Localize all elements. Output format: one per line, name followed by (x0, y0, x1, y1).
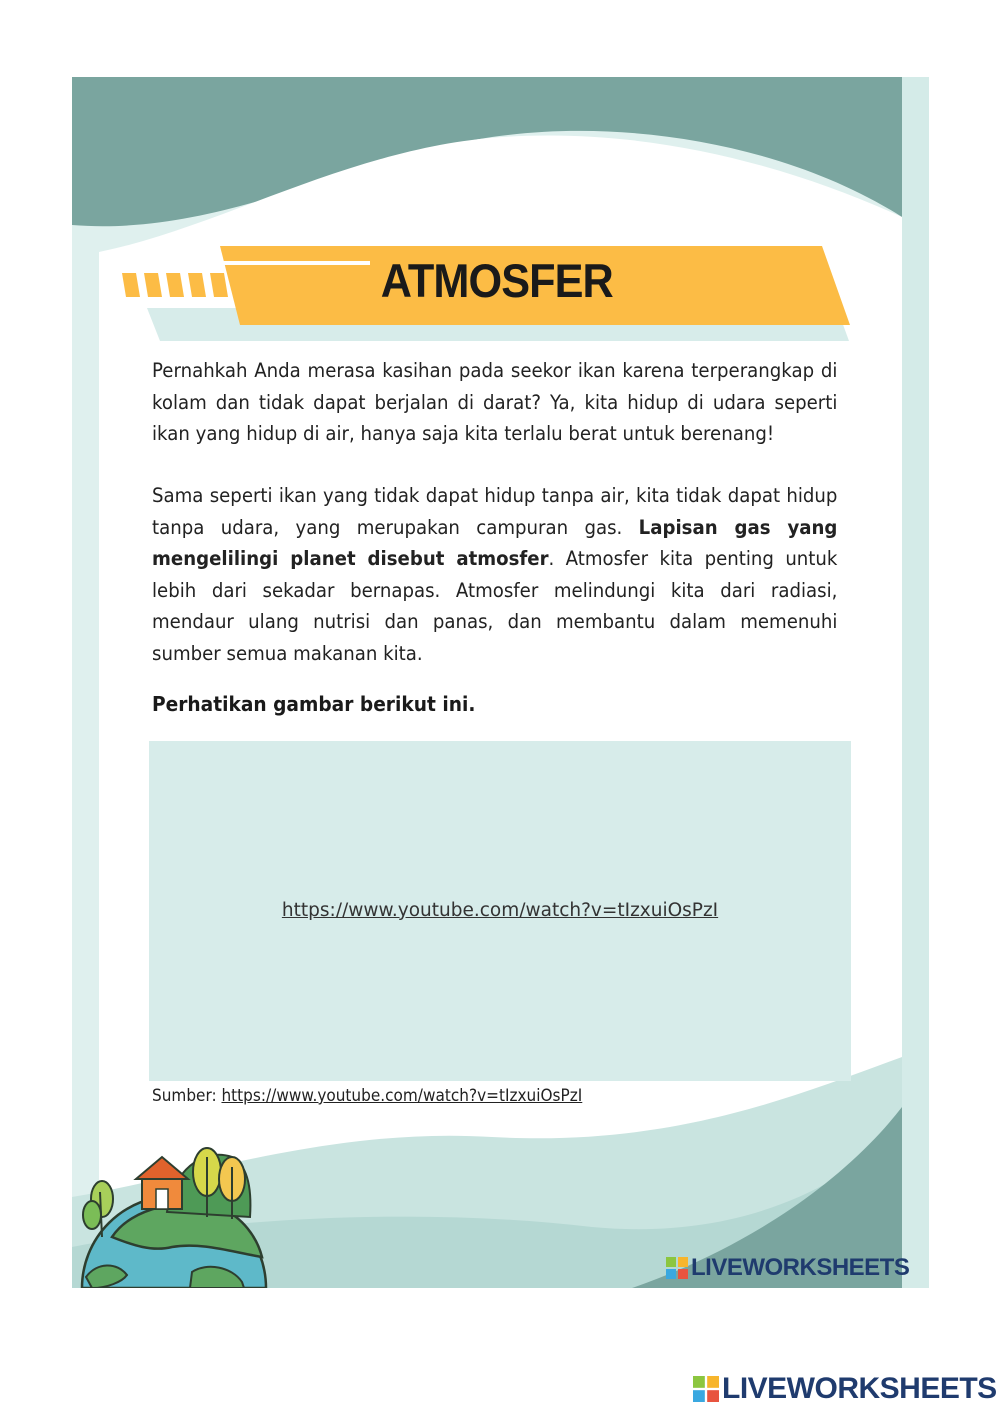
video-embed-box[interactable] (149, 741, 851, 1081)
brand-logo-icon (693, 1376, 719, 1402)
page-title: ATMOSFER (380, 254, 613, 307)
paragraph-text: . Atmosfer kita penting untuk lebih dari sekadar bernapas. Atmosfer melindungi kita dari radiasi, mendaur ulang nutrisi dan panas, dan membantu dalam memenuhi sumber semua makanan kita. (152, 547, 838, 665)
source-label: Sumber: (152, 1086, 222, 1106)
brand-watermark-inner (666, 1254, 909, 1282)
definition-paragraph (152, 480, 837, 669)
brand-logo-icon (666, 1257, 688, 1279)
source-link[interactable]: https://www.youtube.com/watch?v=tIzxuiOsPzI (221, 1086, 583, 1106)
worksheet-page (72, 77, 929, 1288)
source-caption (152, 1086, 582, 1106)
paragraph-bold-text: Lapisan gas yang mengelilingi planet disebut atmosfer (152, 515, 838, 570)
brand-name: LIVEWORKSHEETS (722, 1372, 997, 1405)
brand-name: LIVEWORKSHEETS (691, 1254, 910, 1281)
paragraph-text: Sama seperti ikan yang tidak dapat hidup tanpa air, kita tidak dapat hidup tanpa udara, yang merupakan campuran gas. (152, 484, 838, 539)
image-prompt: Perhatikan gambar berikut ini. (152, 692, 476, 716)
video-link[interactable]: https://www.youtube.com/watch?v=tIzxuiOsPzI (281, 899, 719, 921)
brand-watermark-outer (693, 1372, 997, 1406)
intro-paragraph: Pernahkah Anda merasa kasihan pada seekor ikan karena terperangkap di kolam dan tidak dapat berjalan di darat? Ya, kita hidup di udara seperti ikan yang hidup di air, hanya saja kita terlalu berat untuk berenang! (152, 359, 838, 445)
